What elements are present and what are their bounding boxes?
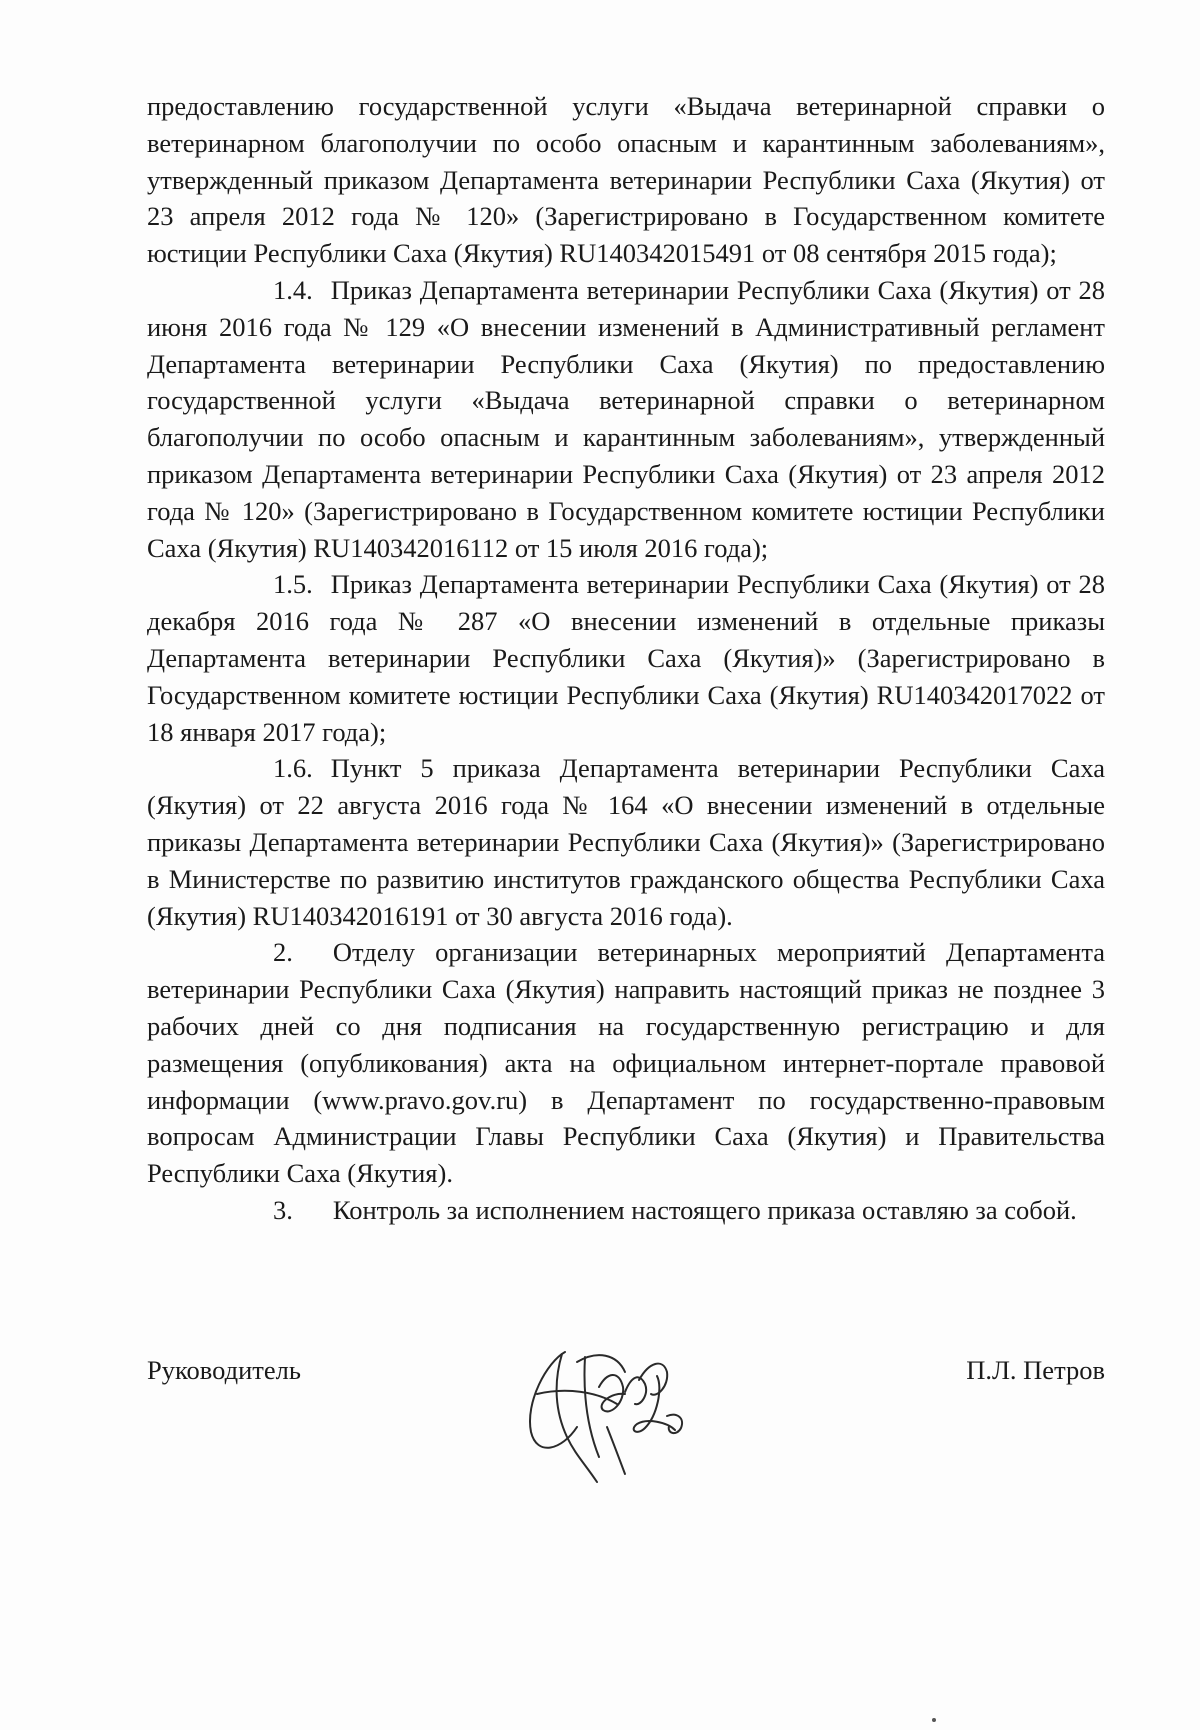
item-number: 1.6. [273,753,313,784]
handwritten-signature [507,1332,707,1492]
item-number: 2. [273,937,293,968]
paragraph-item-2 [147,934,1105,1192]
paragraph-item-1-6 [147,750,1105,934]
paragraph-item-3 [147,1192,1105,1229]
item-text: Пункт 5 приказа Департамента ветеринарии Республики Саха (Якутия) от 22 августа 2016 года № 164 «О внесении изменений в отдельные приказы Департамента ветеринарии Республики Саха (Якутия)» (Зарегистрировано в Министерстве по развитию институтов гражданского общества Республики Саха (Якутия) RU140342016191 от 30 августа 2016 года). [147,753,1105,931]
item-text: Приказ Департамента ветеринарии Республики Саха (Якутия) от 28 декабря 2016 года № 287 «О внесении изменений в отдельные приказы Департамента ветеринарии Республики Саха (Якутия)» (Зарегистрировано в Государственном комитете юстиции Республики Саха (Якутия) RU140342017022 от 18 января 2017 года); [147,569,1105,747]
item-text: Приказ Департамента ветеринарии Республики Саха (Якутия) от 28 июня 2016 года № 129 «О внесении изменений в Административный регламент Департамента ветеринарии Республики Саха (Якутия) по предоставлению государственной услуги «Выдача ветеринарной справки о ветеринарном благополучии по особо опасным и карантинным заболеваниям», утвержденный приказом Департамента ветеринарии Республики Саха (Якутия) от 23 апреля 2012 года № 120» (Зарегистрировано в Государственном комитете юстиции Республики Саха (Якутия) RU140342016112 от 15 июля 2016 года); [147,274,1105,563]
item-number: 1.5. [273,569,313,600]
paragraph-item-1-4 [147,272,1105,566]
signatory-name: П.Л. Петров [966,1355,1105,1385]
paragraph-continuation [147,88,1105,272]
item-number: 1.4. [273,274,313,305]
item-text: Контроль за исполнением настоящего приказа оставляю за собой. [332,1194,1077,1225]
paragraph-item-1-5 [147,566,1105,750]
item-number: 3. [273,1194,293,1225]
signatory-title: Руководитель [147,1355,301,1385]
scan-artifact [932,1718,936,1722]
signature-block [147,1352,1105,1502]
item-text: Отделу организации ветеринарных мероприятий Департамента ветеринарии Республики Саха (Якутия) направить настоящий приказ не позднее 3 рабочих дней со дня подписания на государственную регистрацию и для размещения (опубликования) акта на официальном интернет-портале правовой информации (www.pravo.gov.ru) в Департамент по государственно-правовым вопросам Администрации Главы Республики Саха (Якутия) и Правительства Республики Саха (Якутия). [147,937,1105,1189]
document-body [147,88,1105,1229]
paragraph-text: предоставлению государственной услуги «Выдача ветеринарной справки о ветеринарном благополучии по особо опасным и карантинным заболеваниям», утвержденный приказом Департамента ветеринарии Республики Саха (Якутия) от 23 апреля 2012 года № 120» (Зарегистрировано в Государственном комитете юстиции Республики Саха (Якутия) RU140342015491 от 08 сентября 2015 года); [147,91,1105,269]
